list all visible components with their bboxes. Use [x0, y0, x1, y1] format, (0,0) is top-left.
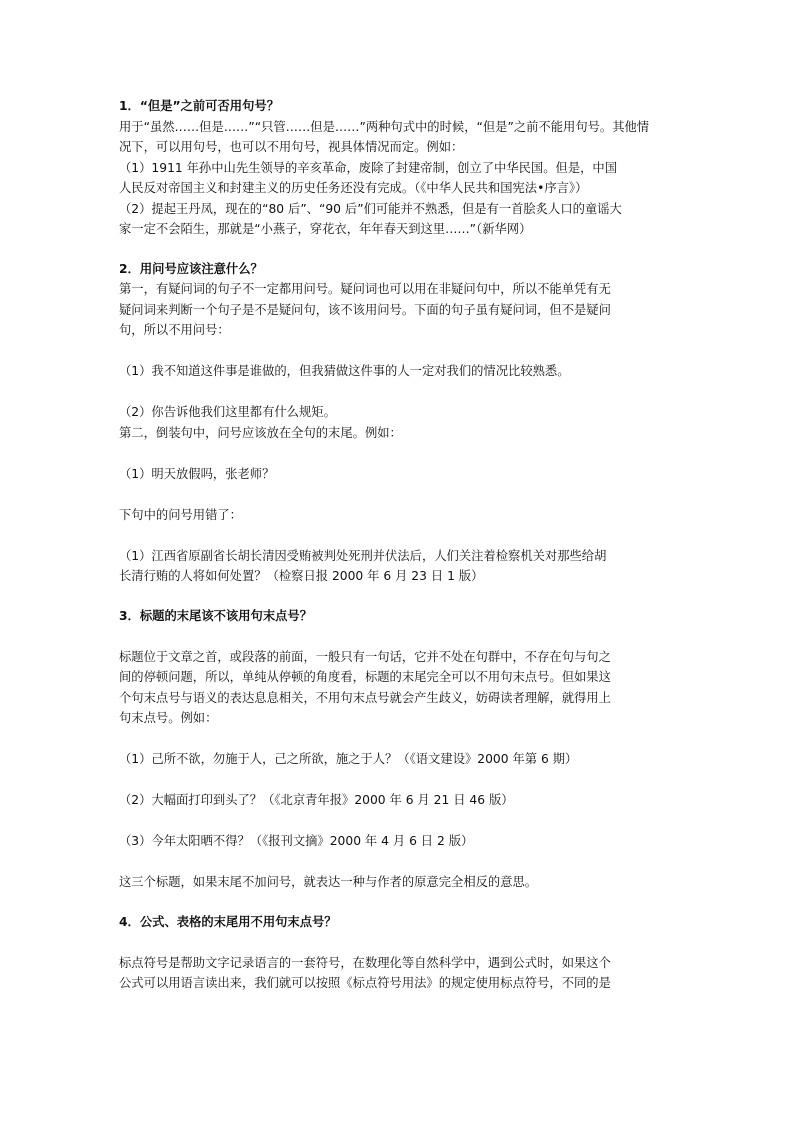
example-line: （1）1911 年孙中山先生领导的辛亥革命，废除了封建帝制，创立了中华民国。但是，中国	[119, 160, 618, 175]
example-line: （1）明天放假吗，张老师？	[119, 466, 275, 481]
paragraph-line: 个句末点号与语义的表达息息相关，不用句末点号就会产生歧义，妨碍读者理解，就得用上	[119, 690, 611, 705]
paragraph-line: 况下，可以用句号，也可以不用句号，视具体情况而定。例如：	[119, 140, 464, 154]
paragraph-line: 句末点号。例如：	[119, 711, 218, 725]
example-line: （1）己所不欲，勿施于人，己之所欲，施之于人？（《语文建设》2000 年第 6 期）	[119, 752, 578, 766]
blank-line	[119, 729, 679, 750]
example-line: （1）我不知道这件事是谁做的，但我猜做这件事的人一定对我们的情况比较熟悉。	[119, 364, 570, 378]
example-line: 长清行贿的人将如何处置？（检察日报 2000 年 6 月 23 日 1 版）	[119, 569, 484, 583]
spacer	[119, 587, 679, 606]
blank-line	[119, 484, 679, 505]
paragraph-line: 第二，倒装句中，问号应该放在全句的末尾。例如：	[119, 425, 402, 440]
blank-line	[119, 811, 679, 832]
paragraph-line: 间的停顿问题，所以，单纯从停顿的角度看，标题的末尾完全可以不用句末点号。但如果这	[119, 670, 611, 684]
section-heading: 4．公式、表格的末尾用不用句末点号？	[119, 914, 337, 929]
example-line: （2）你告诉他我们这里都有什么规矩。	[119, 405, 336, 419]
example-line: （2）提起王丹凤，现在的“80 后”、“90 后”们可能并不熟悉，但是有一首脍炙人口的童谣大	[119, 201, 622, 216]
paragraph-line: 标题位于文章之首，或段落的前面，一般只有一句话，它并不处在句群中，不存在句与句之	[119, 649, 611, 664]
paragraph-line: 这三个标题，如果末尾不加问号，就表达一种与作者的原意完全相反的意思。	[119, 875, 538, 889]
blank-line	[119, 382, 679, 403]
blank-line	[119, 770, 679, 791]
example-line: 人民反对帝国主义和封建主义的历史任务还没有完成。（《中华人民共和国宪法•序言》）	[119, 181, 588, 195]
blank-line	[119, 341, 679, 362]
blank-line	[119, 626, 679, 647]
example-line: （1）江西省原副省长胡长清因受贿被判处死刑并伏法后，人们关注着检察机关对那些给胡	[119, 548, 607, 563]
example-line: （3）今年太阳晒不得？（《报刊文摘》2000 年 4 月 6 日 2 版）	[119, 834, 474, 848]
spacer	[119, 893, 679, 912]
blank-line	[119, 852, 679, 873]
paragraph-line: 标点符号是帮助文字记录语言的一套符号，在数理化等自然科学中，遇到公式时，如果这个	[119, 955, 611, 970]
example-line: 家一定不会陌生，那就是“小燕子，穿花衣，年年春天到这里……”（新华网）	[119, 222, 532, 236]
blank-line	[119, 443, 679, 464]
section-heading: 3．标题的末尾该不该用句末点号？	[119, 608, 313, 623]
spacer	[119, 240, 679, 259]
section-heading: 1．“但是”之前可否用句号？	[119, 99, 279, 113]
document-body	[119, 96, 679, 994]
paragraph-line: 用于“虽然……但是……”“只管……但是……”两种句式中的时候，“但是”之前不能用句号。其他情	[119, 119, 650, 134]
paragraph-line: 第一，有疑问词的句子不一定都用问号。疑问词也可以用在非疑问句中，所以不能单凭有无	[119, 282, 611, 296]
paragraph-line: 句，所以不用问号：	[119, 323, 230, 337]
blank-line	[119, 932, 679, 953]
section-heading: 2．用问号应该注意什么？	[119, 261, 263, 276]
paragraph-line: 公式可以用语言读出来，我们就可以按照《标点符号用法》的规定使用标点符号，不同的是	[119, 976, 611, 990]
paragraph-line: 疑问词来判断一个句子是不是疑问句，该不该用问号。下面的句子虽有疑问词，但不是疑问	[119, 302, 611, 317]
blank-line	[119, 525, 679, 546]
example-line: （2）大幅面打印到头了？（《北京青年报》2000 年 6 月 21 日 46 版）	[119, 793, 514, 807]
paragraph-line: 下句中的问号用错了：	[119, 507, 242, 522]
